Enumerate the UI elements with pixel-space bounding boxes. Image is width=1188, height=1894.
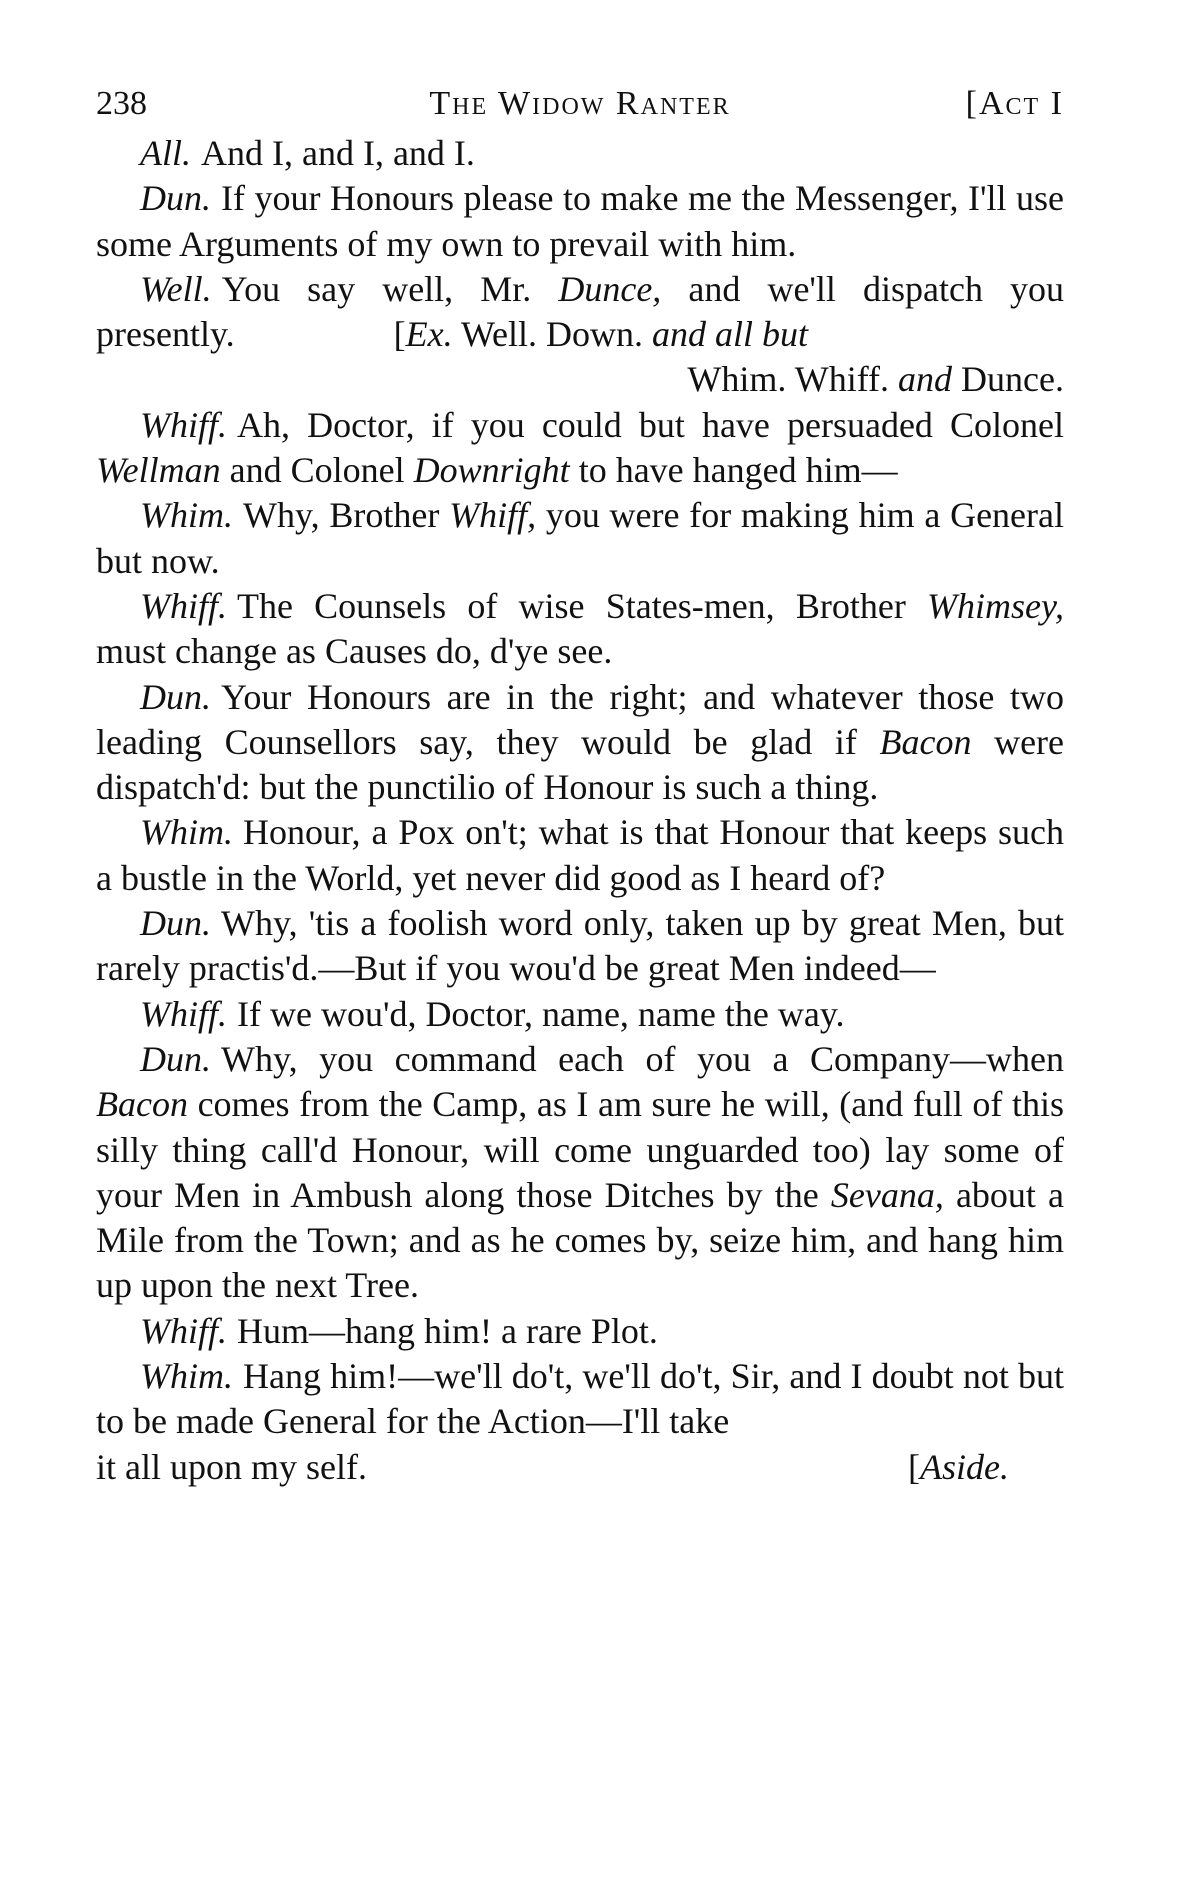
speech-continued bbox=[96, 1445, 1064, 1490]
character-name: Dunce, bbox=[558, 268, 662, 309]
speech-text: Why, 'tis a foolish word only, taken up by great Men, but rarely practis'd.—But if you wou'd be great Men indeed— bbox=[96, 903, 1064, 989]
speech-dunce-1 bbox=[96, 176, 1064, 267]
speaker-name: Well. bbox=[140, 268, 212, 309]
speech-text: You say well, Mr. bbox=[221, 268, 532, 309]
speech-text: Ah, Doctor, if you could but have persuaded Colonel bbox=[237, 404, 1064, 445]
speech-text: were dispatch'd: but the punctilio of Honour is such a thing. bbox=[96, 721, 1065, 808]
speech-text: The Counsels of wise States-men, Brother bbox=[237, 585, 906, 626]
stage-direction-names: Dunce. bbox=[961, 359, 1064, 400]
speech-whimsey-1 bbox=[96, 493, 1064, 584]
character-name: Bacon bbox=[96, 1084, 188, 1125]
stage-direction: Ex. bbox=[405, 314, 453, 355]
stage-direction-names: Whim. Whiff. bbox=[687, 359, 890, 400]
speech-text: Why, you command each of you a Company—when bbox=[221, 1038, 1064, 1079]
speech-text: comes from the Camp, as I am sure he will, (and full of this silly thing call'd Honour, will come unguarded too) lay some of your Men in Ambush along those Ditches by the bbox=[96, 1084, 1065, 1215]
speech-text: If we wou'd, Doctor, name, name the way. bbox=[237, 993, 845, 1034]
speaker-name: Whim. bbox=[140, 1356, 233, 1397]
stage-direction: Aside. bbox=[920, 1446, 1009, 1487]
speech-text: it all upon my self. bbox=[96, 1446, 367, 1487]
speech-dunce-3 bbox=[96, 901, 1064, 992]
character-name: Wellman bbox=[96, 450, 221, 491]
character-name: Whiff, bbox=[449, 495, 537, 536]
speaker-name: Whiff. bbox=[140, 404, 227, 445]
speech-whimsey-2 bbox=[96, 810, 1064, 901]
speaker-name: Dun. bbox=[140, 178, 211, 219]
speech-whiff-2 bbox=[96, 584, 1064, 675]
speech-text: you were for making him a General but now. bbox=[96, 495, 1065, 581]
speech-text: Honour, a Pox on't; what is that Honour that keeps such a bustle in the World, yet never did good as I heard of? bbox=[96, 812, 1064, 898]
speech-text: Hum—hang him! a rare Plot. bbox=[237, 1310, 658, 1351]
running-head bbox=[96, 80, 1064, 128]
speech-text: to have hanged him— bbox=[578, 450, 898, 491]
page-number: 238 bbox=[96, 85, 147, 122]
speech-whimsey-3 bbox=[96, 1354, 1064, 1445]
speech-text: Your Honours are in the right; and whatever those two leading Counsellors say, they would be glad if bbox=[96, 676, 1064, 762]
stage-direction-bracket: [ bbox=[908, 1446, 920, 1487]
speech-text: about a Mile from the Town; and as he comes by, seize him, and hang him up upon the next Tree. bbox=[96, 1174, 1065, 1306]
speech-wellman bbox=[96, 267, 1064, 358]
stage-direction: and all but bbox=[652, 314, 809, 355]
speaker-name: All. bbox=[140, 133, 191, 173]
speech-dunce-2 bbox=[96, 675, 1064, 811]
running-title: The Widow Ranter bbox=[429, 85, 731, 122]
speech-text: Why, Brother bbox=[243, 495, 440, 536]
character-name: Downright bbox=[413, 450, 570, 491]
stage-direction-continued bbox=[96, 357, 1064, 402]
speaker-name: Whim. bbox=[140, 495, 233, 536]
speaker-name: Whiff. bbox=[140, 585, 227, 626]
character-name: Whimsey, bbox=[927, 585, 1065, 626]
speech-whiff-3 bbox=[96, 992, 1064, 1037]
speech-all bbox=[96, 131, 1064, 176]
speaker-name: Dun. bbox=[140, 1038, 211, 1079]
stage-direction-bracket: [ bbox=[393, 314, 406, 355]
speech-text: and we'll dispatch you presently. bbox=[96, 268, 1065, 355]
speaker-name: Whim. bbox=[140, 812, 233, 853]
speech-whiff-1 bbox=[96, 403, 1064, 494]
speech-whiff-4 bbox=[96, 1309, 1064, 1354]
place-name: Sevana, bbox=[830, 1174, 944, 1215]
speech-text: Hang him!—we'll do't, we'll do't, Sir, and I doubt not but to be made General for the Action—I'll take bbox=[96, 1356, 1064, 1442]
character-name: Bacon bbox=[879, 721, 972, 762]
speech-text: If your Honours please to make me the Messenger, I'll use some Arguments of my own to prevail with him. bbox=[96, 178, 1064, 264]
speech-dunce-4 bbox=[96, 1037, 1064, 1309]
speech-text: And I, and I, and I. bbox=[201, 133, 475, 173]
speaker-name: Dun. bbox=[140, 903, 211, 944]
speaker-name: Whiff. bbox=[140, 993, 227, 1034]
stage-direction: and bbox=[898, 359, 953, 400]
play-text bbox=[96, 131, 1064, 1490]
stage-direction-names: Well. Down. bbox=[460, 314, 644, 355]
act-marker: [Act I bbox=[965, 85, 1064, 122]
speech-text: and Colonel bbox=[229, 450, 405, 491]
speaker-name: Whiff. bbox=[140, 1310, 227, 1351]
speaker-name: Dun. bbox=[140, 676, 211, 717]
speech-text: must change as Causes do, d'ye see. bbox=[96, 631, 613, 672]
